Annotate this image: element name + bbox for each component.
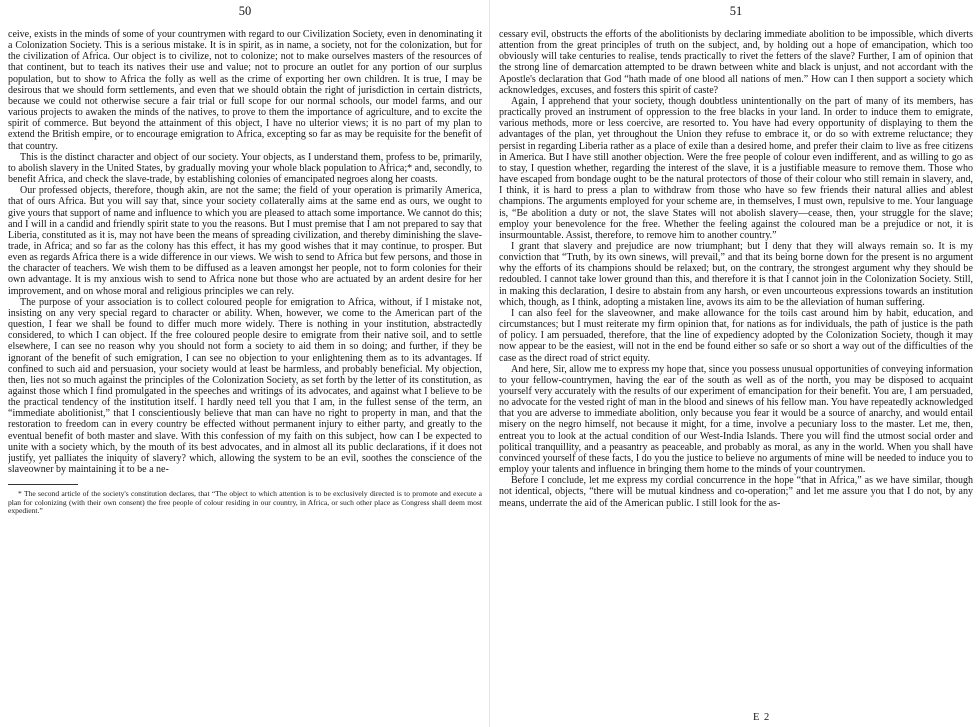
footnote-rule bbox=[8, 484, 78, 485]
right-paragraph-5: And here, Sir, allow me to express my hope that, since you possess unusual opportunities of conveying information to your fellow-countrymen, having the ear of the south as well as of the north, you may be disposed to acquaint yourself very accurately with the results of our experiment of emancipation for their benefit. You are, I am persuaded, no advocate for the vested right of man in the blood and sinews of his fellow man. You have repeatedly acknowledged that you are adverse to immediate abolition, only because you fear it would be a source of anarchy, and would entail misery on the negro himself, not because it might, for a time, involve a pecuniary loss to the master. Let me, then, entreat you to look at the actual condition of our West-India Islands. There you will find the utmost social order and political tranquillity, and a peasantry as peaceable, and probably as moral, as any in the world. When you shall have convinced yourself of these facts, I do you the justice to believe no arguments of mine will be needed to induce you to employ your talents and influence in bringing them home to the minds of your countrymen. bbox=[499, 363, 973, 476]
left-paragraph-1: ceive, exists in the minds of some of your countrymen with regard to our Civilization Society, even in denominating it a Colonization Society. This is a serious mistake. It is in spirit, as in name, a society, not for the colonization, but for the civilization of Africa. Our object is to civilize, not to colonize; not to make ourselves masters of the resources of that continent, but to teach its natives their use and value; not to procure an outlet for any portion of our surplus population, but to show to Africa the folly as well as the crime of exporting her own children. It is true, I may be desirous that we should form settlements, and even that we should obtain the right of jurisdiction in certain districts, because we could not otherwise secure a fair trial or full scope for our normal schools, our model farms, and our various projects to awaken the minds of the natives, to prove to them the importance of agriculture, and to excite the spirit of commerce. But beyond the attainment of this object, I have no ulterior views; it is no part of my plan to extend the British empire, or to encourage emigration to Africa, excepting so far as may be requisite for the benefit of that country. bbox=[8, 29, 482, 152]
right-page-body bbox=[499, 29, 973, 509]
right-paragraph-2: Again, I apprehend that your society, though doubtless unintentionally on the part of many of its members, has practically proved an instrument of oppression to the free blacks in your land. In order to induce them to emigrate, various methods, more or less coercive, are resorted to. You have had every opportunity of displaying to them the advantages of the plan, yet throughout the Union they refuse to embrace it, or do so with extreme reluctance; they persist in regarding Liberia rather as a place of exile than a desired home, and prefer their claim to live as free citizens in America. But I have still another objection. Were the free people of colour even indifferent, and as willing to go as to stay, I question whether, regarding the interest of the slave, it is a justifiable measure to remove them. Those who have escaped from bondage ought to be the natural protectors of those of their colour who still remain in slavery, and, I think, it is hard to press a plan to withdraw from those who have so few friends their natural allies and ablest champions. The arguments employed for your scheme are, in themselves, I must own, repulsive to me. Your language is, “Be abolition a duty or not, the slave States will not abolish slavery—cease, then, your struggle for the slave; employ your benevolence for the free. Whether the feeling against the coloured man be a prejudice or not, it is insurmountable. Assist, therefore, to remove him to another country.” bbox=[499, 95, 973, 241]
right-paragraph-1: cessary evil, obstructs the efforts of the abolitionists by declaring immediate abolition to be impossible, which diverts attention from the great principles of truth on the subject, and, by holding out a hope of emancipation, which too obviously will take centuries to realise, tends practically to rivet the fetters of the slave? Further, I am of opinion that the strong line of demarcation attempted to be drawn between white and black is unjust, and not accordant with the Apostle's declaration that God “hath made of one blood all nations of men.” How can I then support a society which acknowledges, excuses, and fosters this spirit of caste? bbox=[499, 29, 973, 96]
page-gutter bbox=[489, 0, 490, 727]
left-page-body bbox=[8, 29, 482, 475]
left-paragraph-3: Our professed objects, therefore, though akin, are not the same; the field of your operation is primarily America, that of ours Africa. But you will say that, since your society collaterally aims at the same end as ours, we ought to give yours that support of name and influence to which you are pleased to attach some importance. We cannot do this; and I will in a candid and friendly spirit state to you the reasons. But I must premise that I am not prepared to say that Liberia, constituted as it is, may not have been the means of spreading civilization, and thereby diminishing the slave-trade, in Africa; and so far as the colony has this effect, it has my good wishes that it may continue, to prosper. But even as regards Africa there is a wide difference in our views. We wish to send to Africa but few persons, and those in the character of teachers. We wish them to be diffused as a leaven amongst her people, not to form colonies for their own advantage. It is my anxious wish to send to Africa none but those who are actuated by an ardent desire for her improvement, and on whose moral and religious principles we can rely. bbox=[8, 185, 482, 297]
right-paragraph-6: Before I conclude, let me express my cordial concurrence in the hope “that in Africa,” as we have similar, though not identical, objects, “there will be mutual kindness and co-operation;” and let me assure you that I do not, by any means, underrate the aid of the American public. I still look for the as- bbox=[499, 475, 973, 509]
signature-mark: E 2 bbox=[753, 712, 771, 723]
right-paragraph-4: I can also feel for the slaveowner, and make allowance for the toils cast around him by habit, education, and circumstances; but I must reiterate my firm opinion that, for nations as for individuals, the path of justice is the path of policy. I am persuaded, therefore, that the line of expediency adopted by the Colonization Society, though it may now appear to be the easiest, will not in the end be found either so safe or so short a way out of the difficulties of the case as the direct road of strict equity. bbox=[499, 307, 973, 364]
right-page-number: 51 bbox=[729, 4, 743, 18]
left-paragraph-2: This is the distinct character and object of our society. Your objects, as I understand them, profess to be, primarily, to abolish slavery in the United States, by gradually moving your whole black population to Africa;* and, secondly, to benefit Africa, and check the slave-trade, by establishing colonies of emancipated negroes along her coasts. bbox=[8, 151, 482, 186]
footnote: * The second article of the society's constitution declares, that “The object to which attention is to be exclusively directed is to promote and execute a plan for colonizing (with their own consent) the free people of colour residing in our country, in Africa, or such other place as Congress shall deem most expedient.” bbox=[8, 489, 482, 516]
right-page bbox=[499, 0, 973, 727]
left-page-number: 50 bbox=[238, 4, 252, 18]
left-page bbox=[8, 0, 482, 727]
left-paragraph-4: The purpose of your association is to collect coloured people for emigration to Africa, without, if I mistake not, insisting on any very special regard to character or ability. When, however, we come to the American part of the question, I fear we shall be found to differ much more widely. There is nothing in your institution, abstractedly considered, to which I can object. If the free coloured people desire to emigrate from their native soil, and to settle elsewhere, I can see no reason why you should not form a society to aid them in so doing; and further, if they be ignorant of the benefit of such emigration, I can see no objection to your enlightening them as to its advantages. If confined to such aid and persuasion, your society would at least be harmless, and probably beneficial. My objection, then, lies not so much against the principles of the Colonization Society, as set forth by the letter of its constitution, as against those which I find promulgated in the speeches and writings of its advocates, and against what I believe to be the practical tendency of the institution itself. I hardly need tell you that I am, in the fullest sense of the term, an “immediate abolitionist,” that I conscientiously believe that man can have no right to property in man, and that the restoration to freedom can in every country be effected without permanent injury to either party, and greatly to the eventual benefit of both master and slave. With this confession of my faith on this subject, how can I be expected to unite with a society which, by the mouth of its best advocates, and in almost all its public declarations, if it does not justify, yet palliates the iniquity of slavery? which, allowing the system to be an evil, soothes the conscience of the slaveowner by maintaining it to be a ne- bbox=[8, 296, 482, 476]
right-paragraph-3: I grant that slavery and prejudice are now triumphant; but I deny that they will always remain so. It is my conviction that “Truth, by its own sinews, will prevail,” and that its being borne down for the present is no argument why the efforts of its champions should be relaxed; but, on the contrary, the strongest argument why they should be redoubled. I cannot take lower ground than this, and therefore it is that I cannot join in the Colonization Society. Still, in making this declaration, I desire to abstain from any harsh, or even uncourteous expressions towards an institution which, though, as I think, adopting a mistaken line, avows its aim to be the alleviation of human suffering. bbox=[499, 240, 973, 308]
